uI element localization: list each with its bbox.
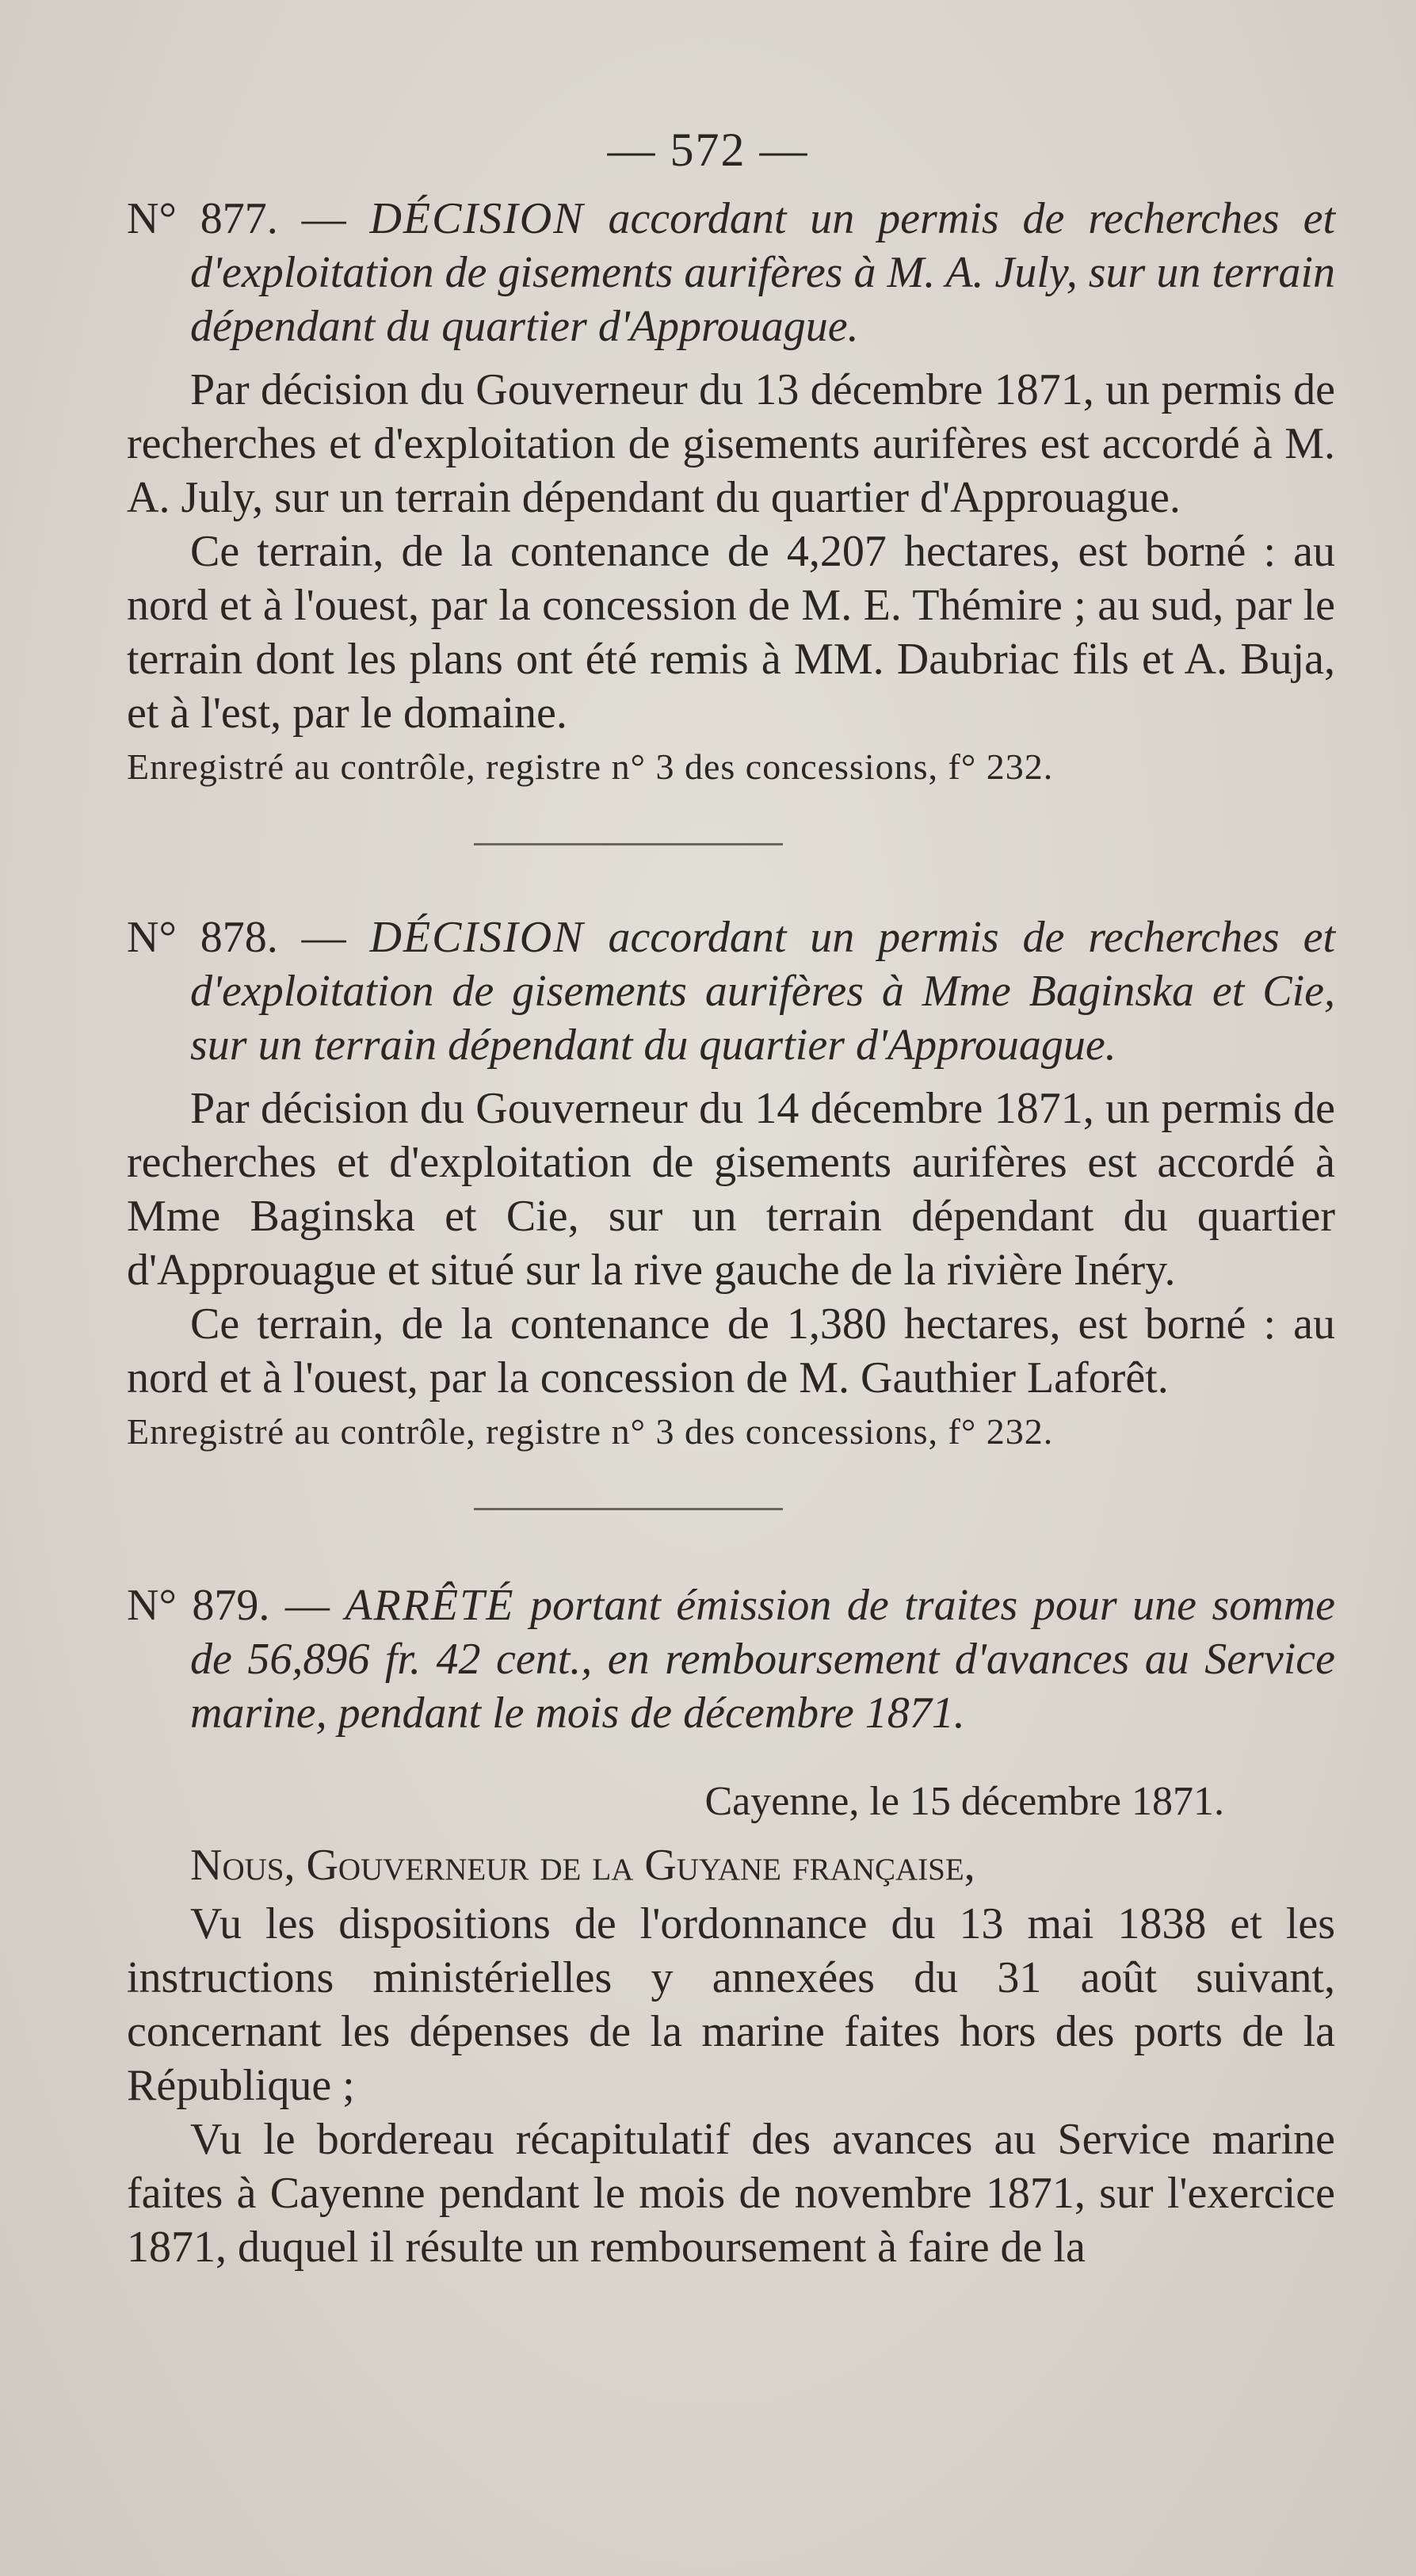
entry-877 — [127, 192, 1335, 791]
entry-kind: ARRÊTÉ — [345, 1581, 515, 1630]
entry-paragraph: Par décision du Gouverneur du 13 décembre 1871, un permis de recherches et d'exploitation de gisements aurifères est accordé à M. A. July, sur un terrain dépendant du quartier d'Approuague. — [127, 365, 1335, 522]
entry-kind: DÉCISION — [369, 913, 585, 962]
entry-description: accordant un permis de recherches et d'exploitation de gisements aurifères à Mme Baginska et Cie, sur un terrain dépendant du quartier d'Approuague. — [190, 913, 1335, 1070]
entry-kind: DÉCISION — [369, 194, 585, 243]
entry-number: N° 878. — [127, 913, 278, 962]
entry-description: accordant un permis de recherches et d'exploitation de gisements aurifères à M. A. July, sur un terrain dépendant du quartier d'Approuague. — [190, 194, 1335, 351]
page-number: — 572 — — [607, 124, 809, 176]
entry-heading — [127, 910, 1335, 1072]
entry-description: portant émission de traites pour une somme de 56,896 fr. 42 cent., en remboursement d'avances au Service marine, pendant le mois de décembre 1871. — [190, 1581, 1336, 1738]
opening-line: Nous, Gouverneur de la Guyane française, — [190, 1841, 975, 1890]
registry-note: Enregistré au contrôle, registre n° 3 des concessions, f° 232. — [127, 1411, 1054, 1452]
section-divider — [474, 843, 783, 845]
entry-heading — [127, 1578, 1335, 1740]
entry-heading — [127, 192, 1335, 353]
entry-number: N° 877. — [127, 194, 278, 243]
text-column — [127, 192, 1335, 2274]
entry-number: N° 879. — [127, 1581, 270, 1630]
entry-paragraph: Vu les dispositions de l'ordonnance du 13 mai 1838 et les instructions ministérielles y annexées du 31 août suivant, concernant les dépenses de la marine faites hors des ports de la République ; — [127, 1899, 1335, 2110]
entry-paragraph: Ce terrain, de la contenance de 4,207 hectares, est borné : au nord et à l'ouest, par la concession de M. E. Thémire ; au sud, par le terrain dont les plans ont été remis à MM. Daubriac fils et A. Buja, et à l'est, par le domaine. — [127, 527, 1335, 738]
dateline: Cayenne, le 15 décembre 1871. — [704, 1779, 1224, 1824]
registry-note: Enregistré au contrôle, registre n° 3 des concessions, f° 232. — [127, 746, 1054, 787]
entry-878 — [127, 910, 1335, 1456]
entry-paragraph: Vu le bordereau récapitulatif des avances au Service marine faites à Cayenne pendant le mois de novembre 1871, sur l'exercice 1871, duquel il résulte un remboursement à faire de la — [127, 2115, 1335, 2272]
entry-dash: — — [277, 913, 370, 962]
section-divider — [474, 1508, 783, 1510]
entry-paragraph: Ce terrain, de la contenance de 1,380 hectares, est borné : au nord et à l'ouest, par la concession de M. Gauthier Laforêt. — [127, 1299, 1335, 1402]
entry-879 — [127, 1578, 1335, 2274]
entry-paragraph: Par décision du Gouverneur du 14 décembre 1871, un permis de recherches et d'exploitation de gisements aurifères est accordé à Mme Baginska et Cie, sur un terrain dépendant du quartier d'Approuague et situé sur la rive gauche de la rivière Inéry. — [127, 1084, 1335, 1295]
entry-dash: — — [269, 1581, 345, 1630]
entry-dash: — — [277, 194, 370, 243]
